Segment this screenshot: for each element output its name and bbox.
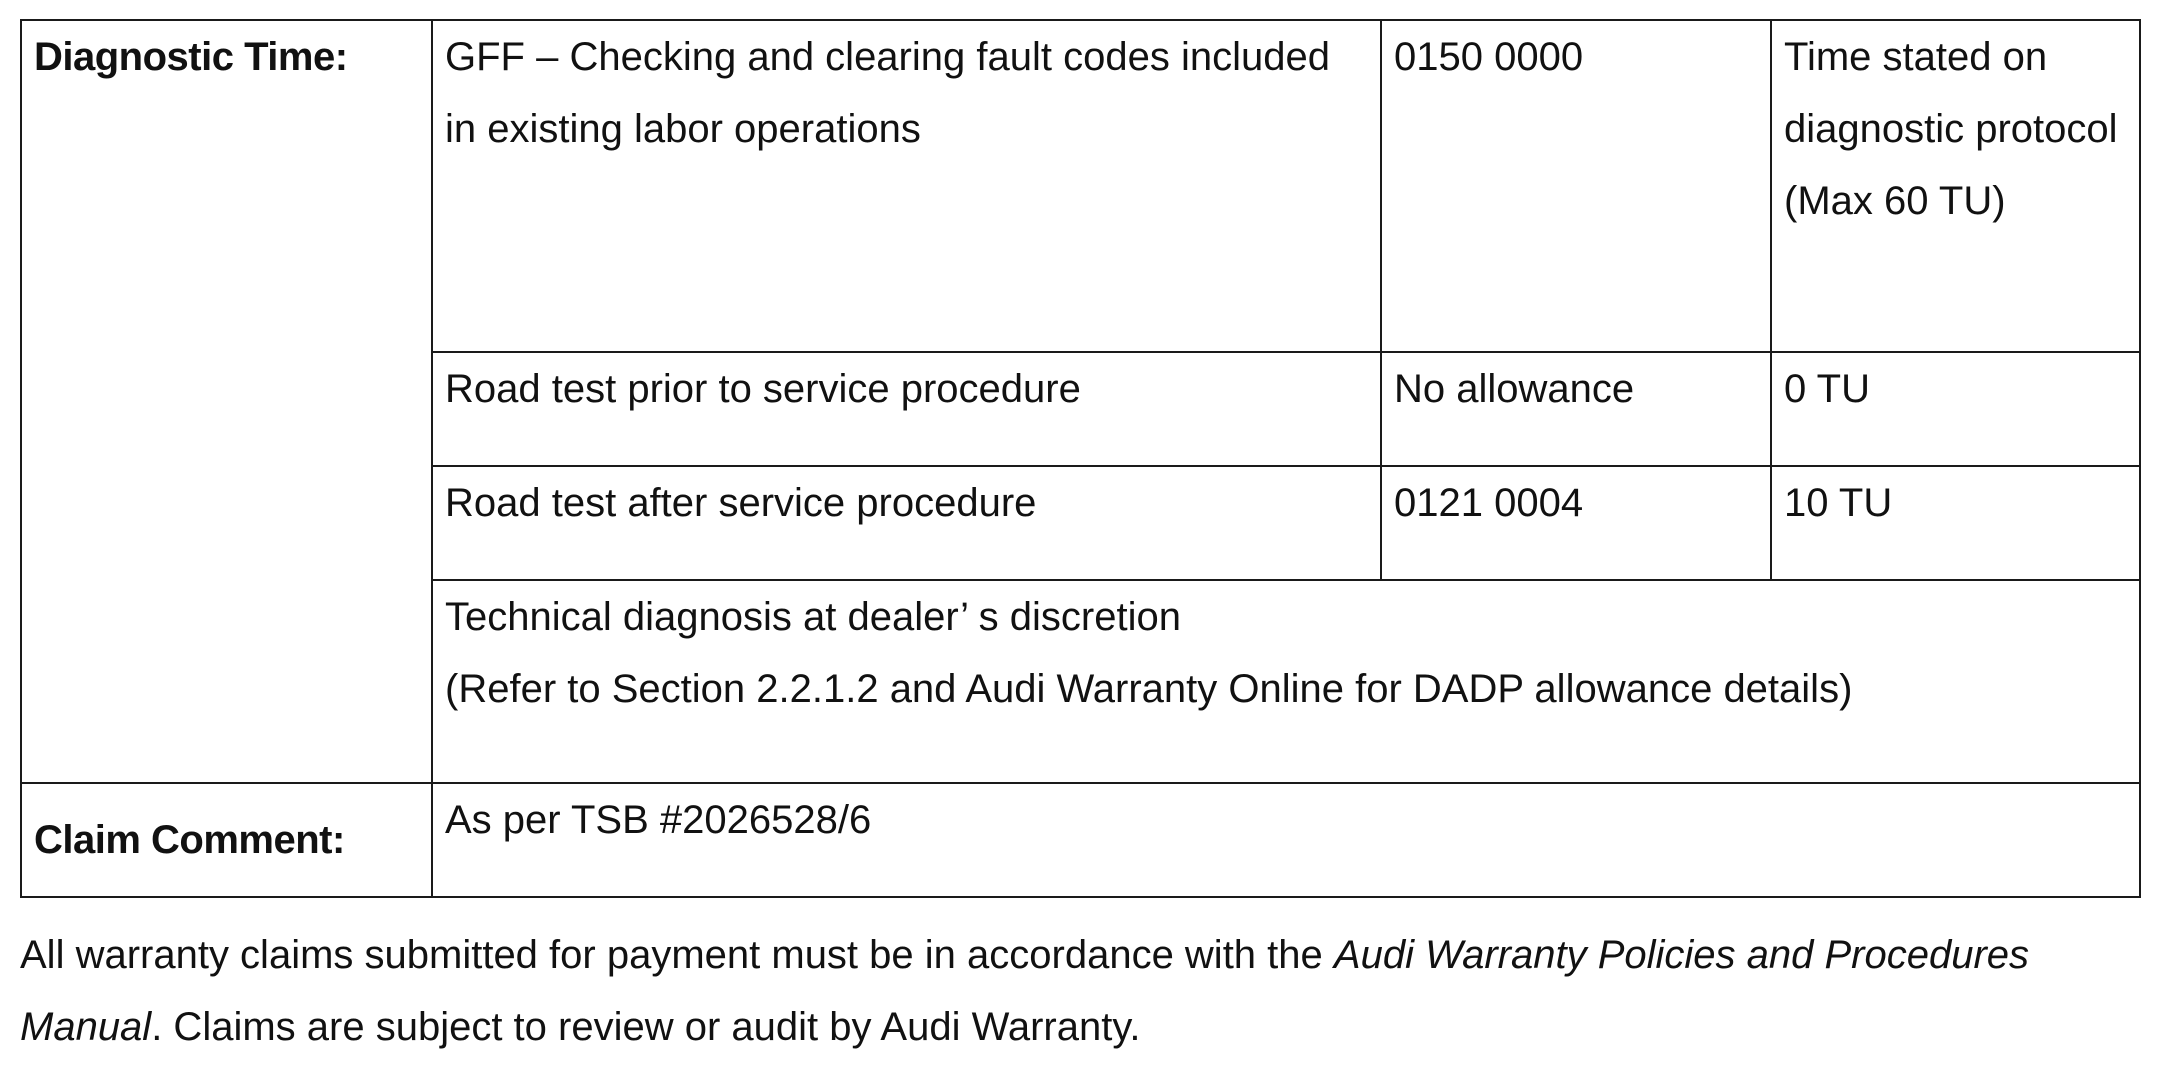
road-test-prior-code: No allowance [1381,352,1771,466]
footer-text-before: All warranty claims submitted for payment must be in accordance with the [20,933,1334,977]
footer-note [20,919,2145,1063]
technical-diagnosis-cell [432,580,2140,783]
diagnostic-time-label: Diagnostic Time: [21,20,432,783]
table-row [21,783,2140,897]
gff-time: Time stated on diagnostic protocol (Max 60 TU) [1771,20,2140,352]
gff-description: GFF – Checking and clearing fault codes included in existing labor operations [432,20,1381,352]
claim-comment-label: Claim Comment: [21,783,432,897]
technical-diagnosis-text: Technical diagnosis at dealer’ s discretion [445,595,1181,639]
gff-code: 0150 0000 [1381,20,1771,352]
claim-comment-value: As per TSB #2026528/6 [432,783,2140,897]
footer-text-after: . Claims are subject to review or audit by Audi Warranty. [151,1005,1141,1049]
warranty-table [20,19,2141,898]
dadp-reference-text: (Refer to Section 2.2.1.2 and Audi Warranty Online for DADP allowance details) [445,667,1853,711]
road-test-prior-time: 0 TU [1771,352,2140,466]
road-test-prior-description: Road test prior to service procedure [432,352,1381,466]
road-test-after-description: Road test after service procedure [432,466,1381,580]
road-test-after-time: 10 TU [1771,466,2140,580]
table-row [21,20,2140,352]
road-test-after-code: 0121 0004 [1381,466,1771,580]
manual-title: Audi Warranty Policies and Procedures Manual [20,933,2030,1049]
